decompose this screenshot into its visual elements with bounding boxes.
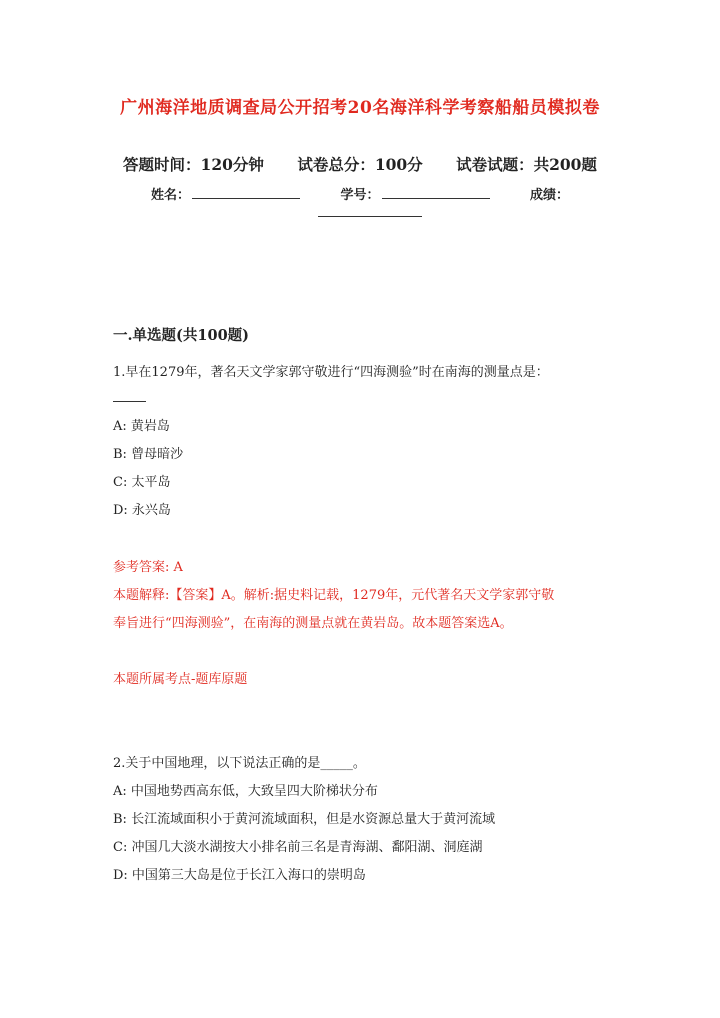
question-1-option-d: D: 永兴岛	[113, 503, 171, 518]
name-blank	[192, 186, 300, 199]
score-field	[530, 184, 569, 203]
exam-meta	[0, 153, 720, 175]
exam-time: 答题时间：120分钟	[123, 155, 264, 174]
id-field	[340, 184, 489, 203]
question-1-option-b: B: 曾母暗沙	[113, 447, 184, 462]
exam-title: 广州海洋地质调查局公开招考20名海洋科学考察船船员模拟卷	[120, 98, 600, 118]
question-2-option-d: D: 中国第三大岛是位于长江入海口的崇明岛	[113, 868, 366, 883]
section-heading: 一.单选题(共100题)	[113, 327, 250, 344]
question-1-answer-blank	[113, 401, 146, 402]
name-field	[151, 184, 300, 203]
name-label: 姓名：	[150, 188, 190, 203]
question-1-option-c: C: 太平岛	[113, 475, 171, 490]
question-2-stem: 2.关于中国地理，以下说法正确的是_____。	[113, 756, 366, 771]
exam-question-count: 试卷试题：共200题	[456, 155, 597, 174]
question-2-option-c: C: 冲国几大淡水湖按大小排名前三名是青海湖、鄱阳湖、洞庭湖	[113, 840, 483, 855]
exam-total-score: 试卷总分：100分	[297, 155, 423, 174]
question-1-answer: 参考答案: A	[113, 560, 183, 575]
question-1-explanation-line-2: 奉旨进行“四海测验”，在南海的测量点就在黄岩岛。故本题答案选A。	[113, 616, 513, 631]
question-2-option-a: A: 中国地势西高东低，大致呈四大阶梯状分布	[113, 784, 378, 799]
question-1-stem: 1.早在1279年，著名天文学家郭守敬进行“四海测验”时在南海的测量点是：	[113, 365, 549, 380]
score-label: 成绩：	[530, 188, 570, 203]
question-1-explanation-line-1: 本题解释:【答案】A。解析:据史料记载，1279年，元代著名天文学家郭守敬	[113, 588, 555, 603]
score-blank	[318, 204, 422, 217]
question-1-topic: 本题所属考点-题库原题	[113, 672, 248, 687]
id-label: 学号：	[340, 188, 380, 203]
question-1-option-a: A: 黄岩岛	[113, 419, 170, 434]
question-2-option-b: B: 长江流域面积小于黄河流域面积，但是水资源总量大于黄河流域	[113, 812, 496, 827]
student-info	[0, 184, 720, 203]
id-blank	[382, 186, 490, 199]
